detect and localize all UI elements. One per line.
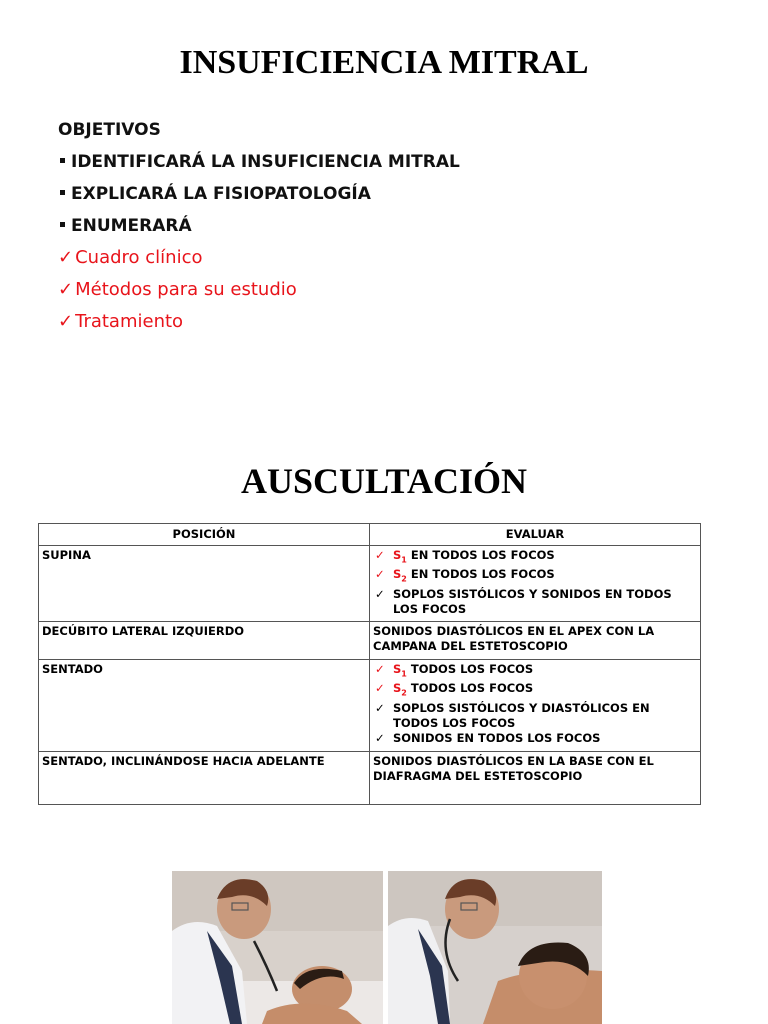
objective-check: ✓ Tratamiento: [58, 311, 184, 332]
column-header: POSICIÓN: [39, 524, 370, 546]
eval-item: ✓ $S_2$ EN TODOS LOS FOCOS: [375, 567, 555, 584]
objective-check: ✓ Cuadro clínico: [58, 247, 203, 268]
checkmark-icon: ✓: [375, 681, 385, 696]
objectives-block: [58, 118, 460, 342]
table-row: [39, 660, 701, 752]
evaluate-cell: [370, 546, 701, 622]
evaluate-cell: [370, 660, 701, 752]
checkmark-icon: ✓: [58, 279, 74, 300]
eval-item: ✓ $S_1$ TODOS LOS FOCOS: [375, 662, 534, 679]
checkmark-icon: ✓: [375, 586, 385, 601]
column-header: EVALUAR: [370, 524, 701, 546]
position-cell: SENTADO: [39, 660, 370, 752]
table-row: [39, 546, 701, 622]
checkmark-icon: ✓: [58, 247, 74, 268]
section-title: AUSCULTACIÓN: [240, 461, 528, 501]
exam-photo-sitting: [388, 871, 602, 1024]
doctor-examining-patient-image: [388, 871, 602, 1024]
objective-bullet: IDENTIFICARÁ LA INSUFICIENCIA MITRAL: [58, 150, 460, 182]
table-row: [39, 752, 701, 805]
position-cell: SENTADO, INCLINÁNDOSE HACIA ADELANTE: [39, 752, 370, 805]
eval-item: ✓ $S_2$ TODOS LOS FOCOS: [375, 681, 534, 698]
eval-item: ✓ SOPLOS SISTÓLICOS Y DIASTÓLICOS EN TODOS LOS FOCOS: [375, 700, 650, 730]
square-bullet-icon: [60, 190, 65, 195]
checkmark-icon: ✓: [375, 662, 385, 676]
page-title: INSUFICIENCIA MITRAL: [179, 44, 589, 81]
checkmark-icon: ✓: [58, 311, 74, 332]
doctor-examining-patient-image: [172, 871, 383, 1024]
checkmark-icon: ✓: [375, 730, 385, 745]
checkmark-icon: ✓: [375, 567, 385, 582]
position-cell: SUPINA: [39, 546, 370, 622]
exam-photo-supine: [172, 871, 383, 1024]
objectives-heading: OBJETIVOS: [58, 120, 161, 140]
eval-item: ✓ SOPLOS SISTÓLICOS Y SONIDOS EN TODOS LOS FOCOS: [375, 586, 672, 616]
objective-bullet: ENUMERARÁ: [58, 214, 460, 246]
objective-check: ✓ Métodos para su estudio: [58, 279, 297, 300]
table-header-row: [39, 524, 701, 546]
evaluate-cell: SONIDOS DIASTÓLICOS EN LA BASE CON EL DIAFRAGMA DEL ESTETOSCOPIO: [370, 752, 701, 805]
auscultation-table: [38, 523, 701, 805]
objective-bullet: EXPLICARÁ LA FISIOPATOLOGÍA: [58, 182, 460, 214]
evaluate-cell: SONIDOS DIASTÓLICOS EN EL APEX CON LA CAMPANA DEL ESTETOSCOPIO: [370, 622, 701, 660]
checkmark-icon: ✓: [375, 700, 385, 715]
eval-item: ✓ $S_1$ EN TODOS LOS FOCOS: [375, 548, 555, 565]
square-bullet-icon: [60, 158, 65, 163]
eval-item: ✓ SONIDOS EN TODOS LOS FOCOS: [375, 730, 601, 745]
position-cell: DECÚBITO LATERAL IZQUIERDO: [39, 622, 370, 660]
square-bullet-icon: [60, 222, 65, 227]
checkmark-icon: ✓: [375, 548, 385, 562]
table-row: [39, 622, 701, 660]
